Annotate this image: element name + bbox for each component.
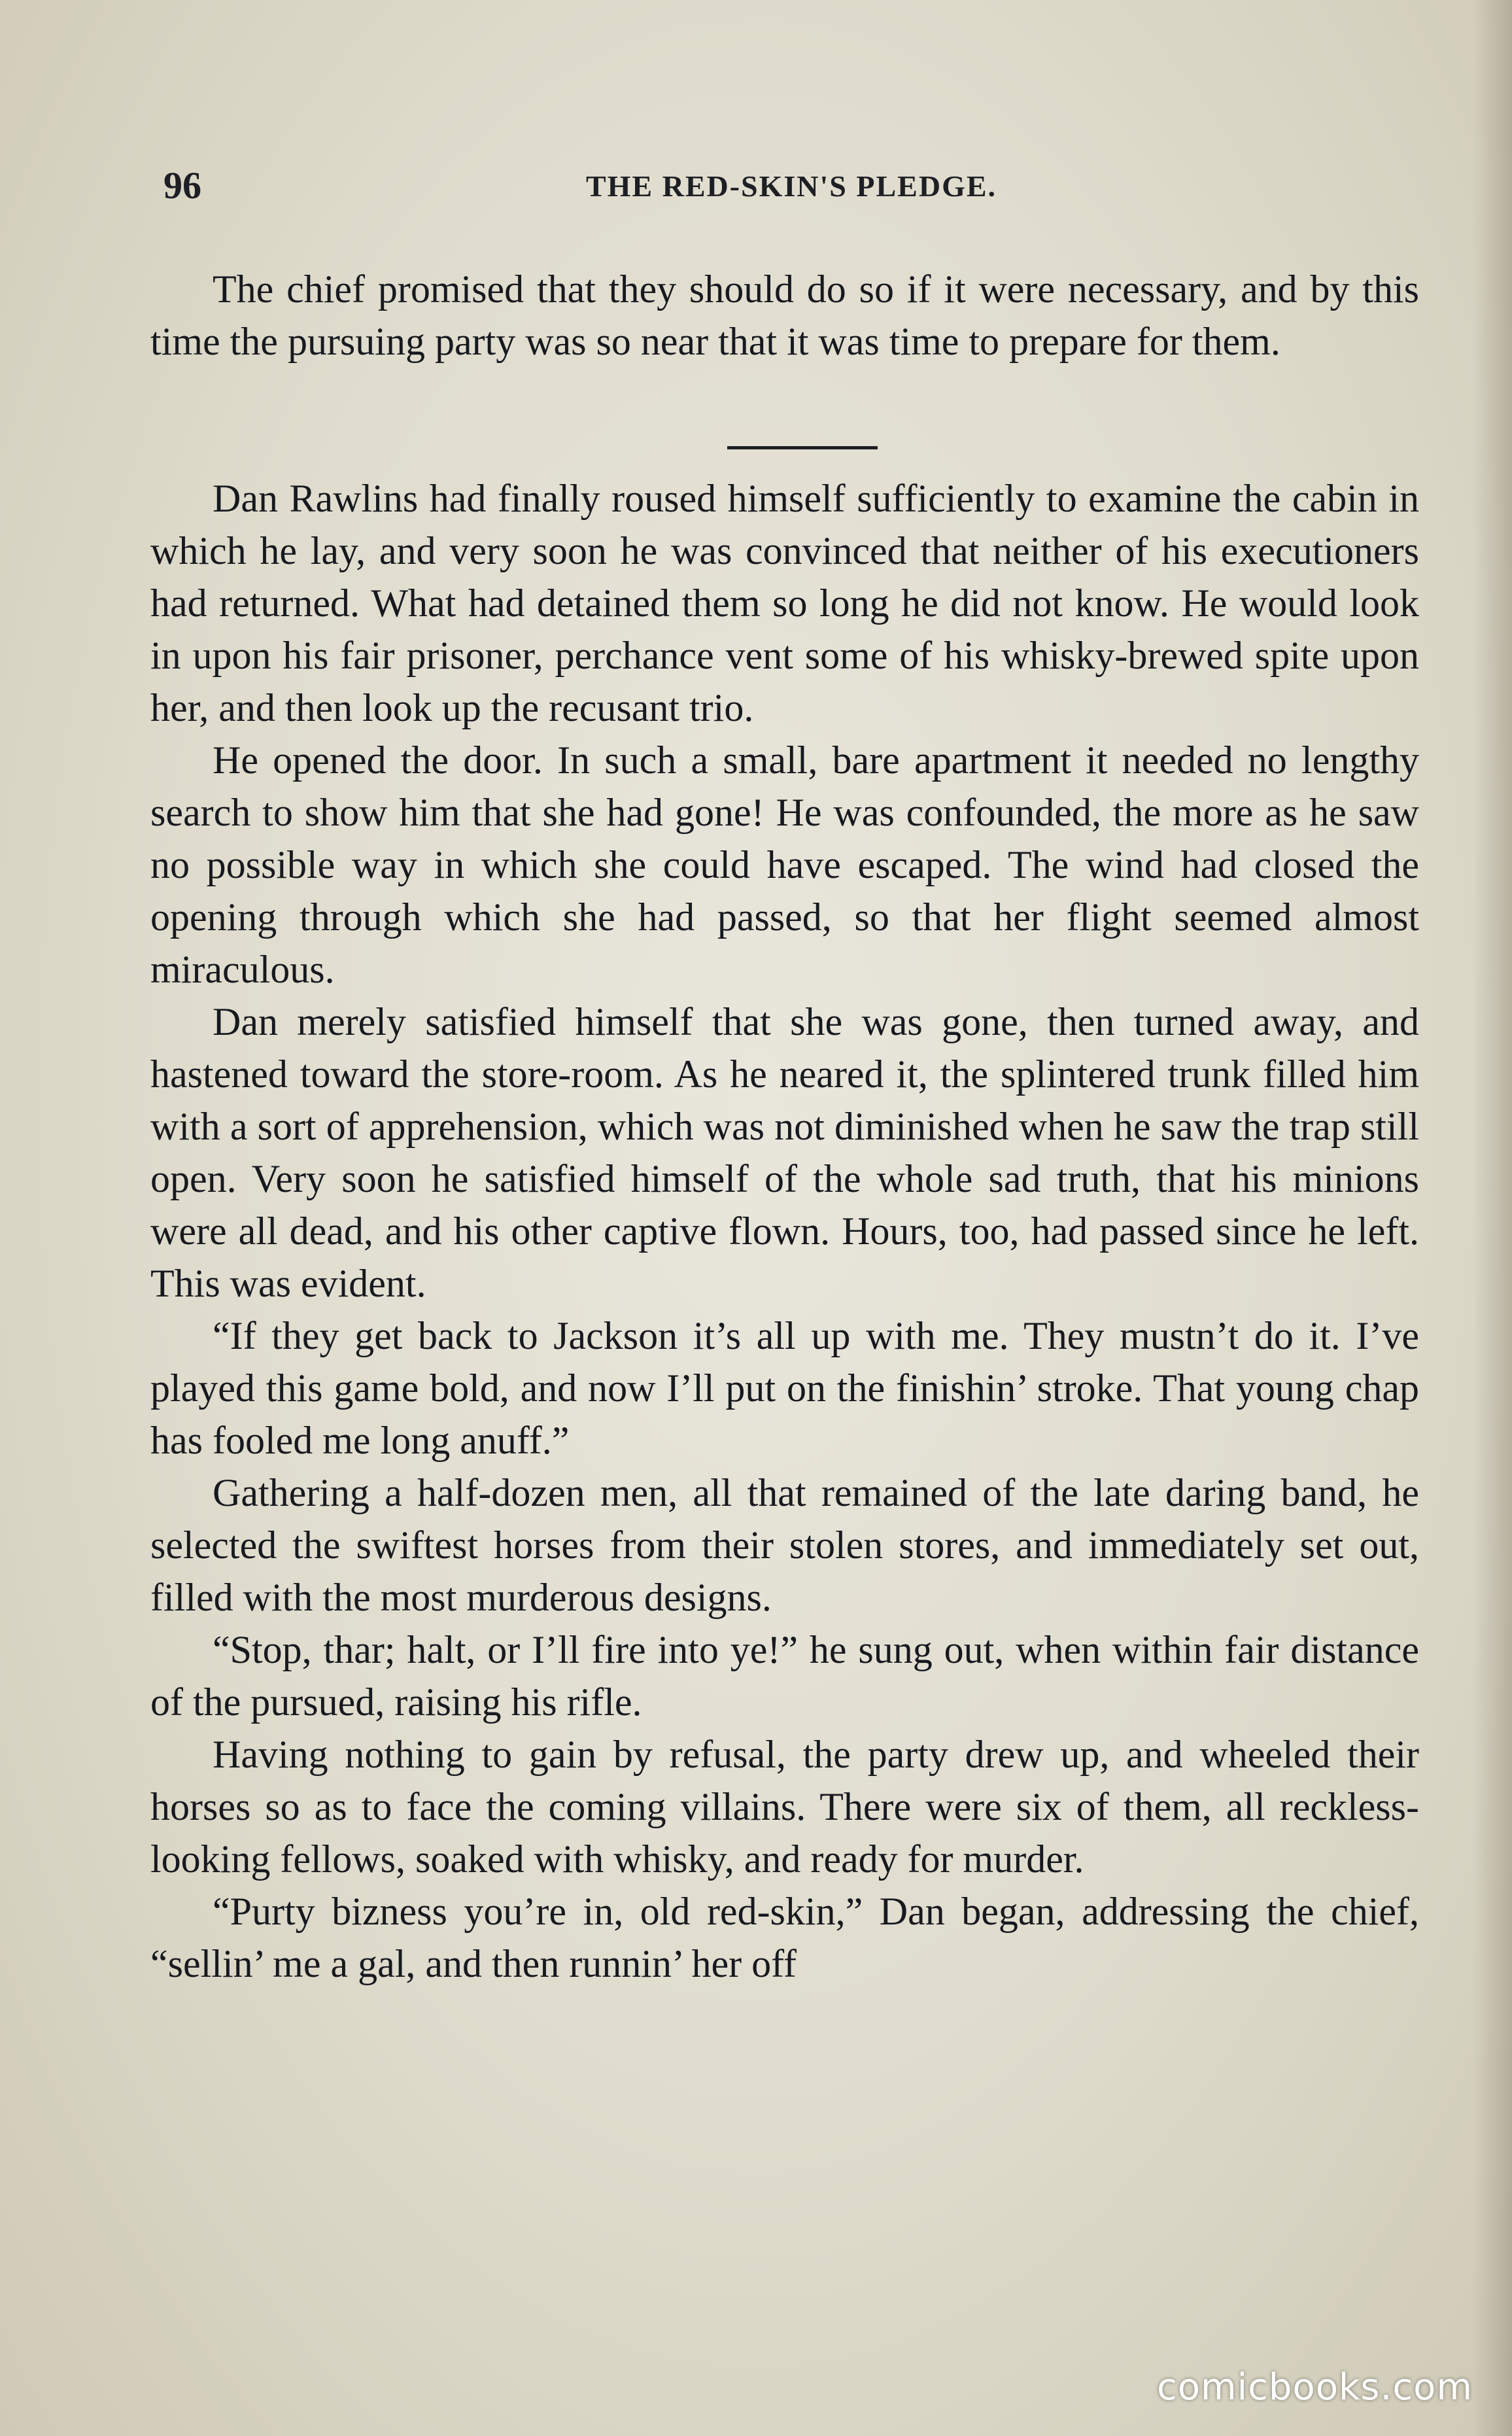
paragraph: The chief promised that they should do so if it were necessary, and by this time the pursuing party was so near that it was time to prepare for them.	[150, 268, 1419, 363]
paragraph: “If they get back to Jackson it’s all up with me. They mustn’t do it. I’ve played this game bold, and now I’ll put on the finishin’ stroke. That young chap has fooled me long anuff.”	[150, 1314, 1419, 1462]
text-block-main	[150, 472, 1419, 1990]
paragraph: Gathering a half-dozen men, all that remained of the late daring band, he selected the swiftest horses from their stolen stores, and immediately set out, filled with the most murderous designs.	[150, 1471, 1419, 1619]
page-number: 96	[163, 164, 201, 207]
paragraph: He opened the door. In such a small, bare apartment it needed no lengthy search to show him that she had gone! He was confounded, the more as he saw no possible way in which she could have escaped. The wind had closed the opening through which she had passed, so that her flight seemed almost miraculous.	[150, 739, 1419, 991]
paragraph: “Purty bizness you’re in, old red-skin,” Dan began, addressing the chief, “sellin’ me a gal, and then runnin’ her off	[150, 1890, 1419, 1985]
paragraph: “Stop, thar; halt, or I’ll fire into ye!” he sung out, when within fair distance of the pursued, raising his rifle.	[150, 1628, 1419, 1724]
paragraph: Dan merely satisfied himself that she was gone, then turned away, and hastened toward the store-room. As he neared it, the splintered trunk filled him with a sort of apprehension, which was not diminished when he saw the trap still open. Very soon he satisfied himself of the whole sad truth, that his minions were all dead, and his other captive flown. Hours, too, had passed since he left. This was evident.	[150, 1000, 1419, 1305]
page-header	[163, 164, 1419, 216]
site-watermark: comicbooks.com	[1156, 2366, 1473, 2409]
text-block-top	[150, 263, 1419, 368]
paragraph: Dan Rawlins had finally roused himself sufficiently to examine the cabin in which he lay, and very soon he was convinced that neither of his executioners had returned. What had detained them so long he did not know. He would look in upon his fair prisoner, perchance vent some of his whisky-brewed spite upon her, and then look up the recusant trio.	[150, 477, 1419, 729]
paragraph: Having nothing to gain by refusal, the party drew up, and wheeled their horses so as to face the coming villains. There were six of them, all reckless-looking fellows, soaked with whisky, and ready for murder.	[150, 1733, 1419, 1881]
page-edge-shadow	[1473, 0, 1512, 2436]
section-divider	[727, 446, 878, 449]
running-title: THE RED-SKIN'S PLEDGE.	[585, 169, 997, 203]
